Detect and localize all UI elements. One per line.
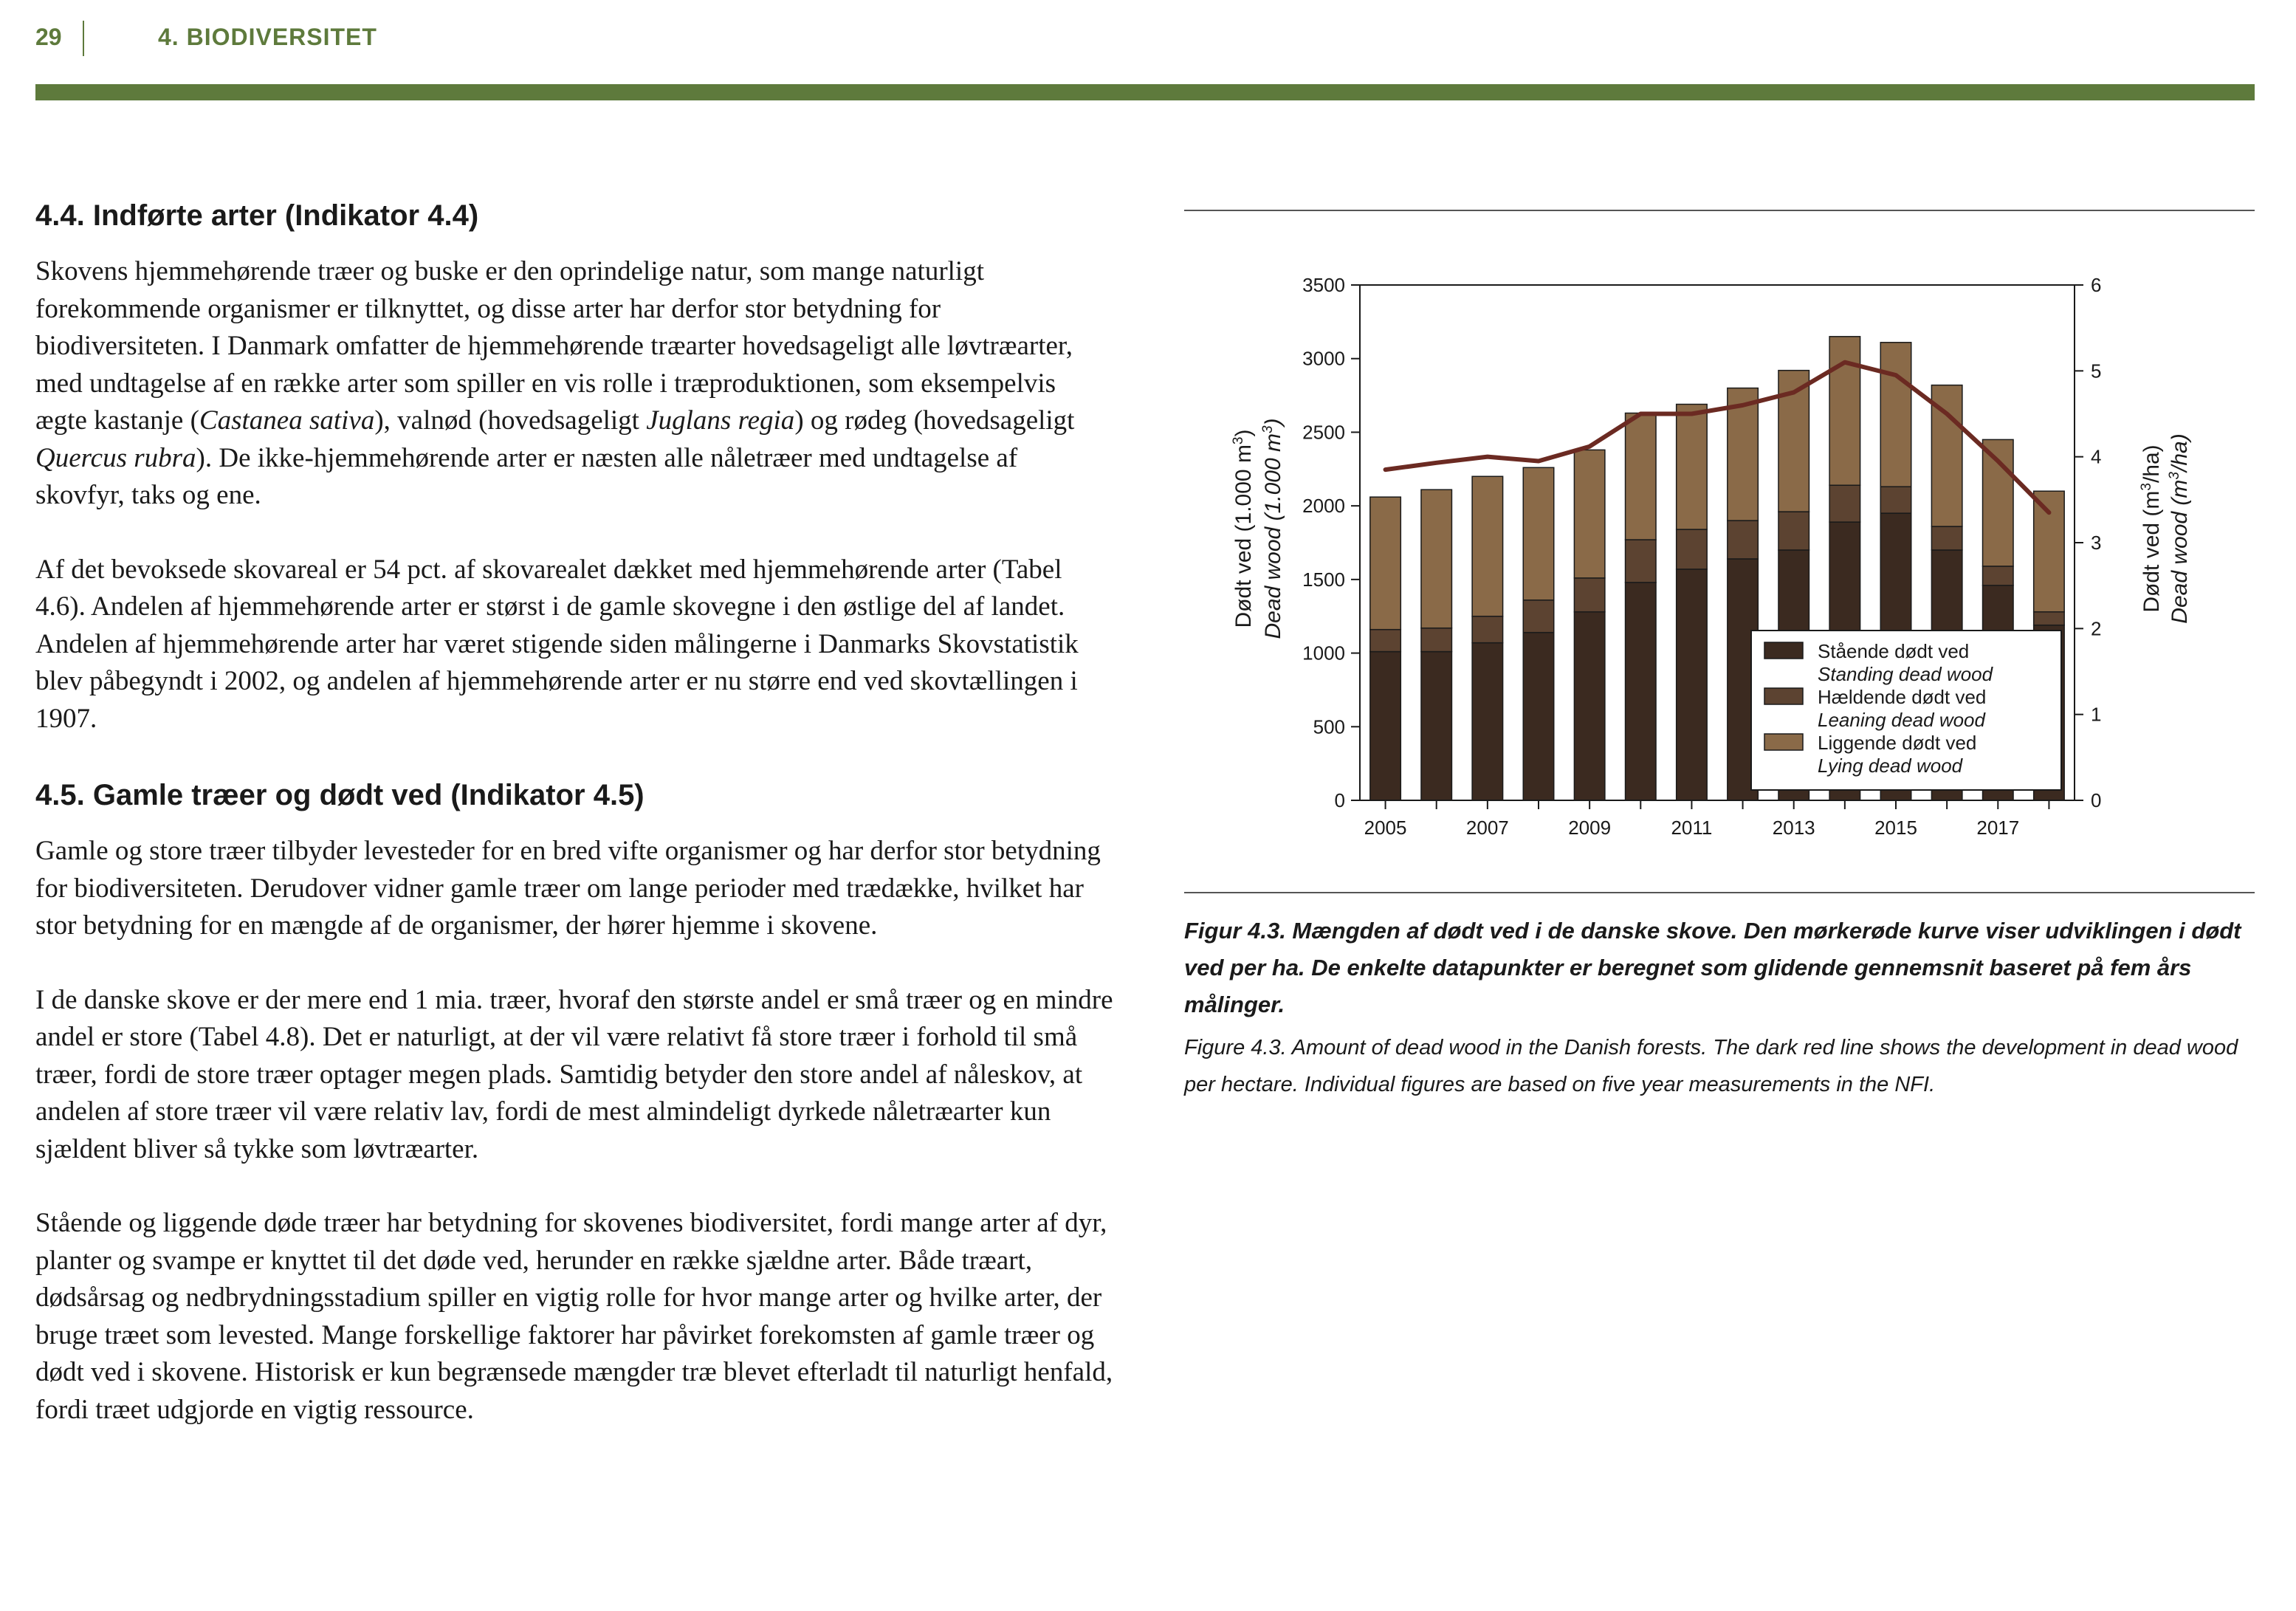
bar-2017-series-1 (1983, 566, 2013, 585)
paragraph-tree-count: I de danske skove er der mere end 1 mia. træer, hvoraf den største andel er små træer og en mindre andel er store (Tabel 4.8). Det er naturligt, at der vil være relativt få store træer i forhold til små træer, fordi de store træer optager megen plads. Samtidig betyder den store andel af nåleskov, at andelen af store træer vil være relativ lav, fordi de mest almindeligt dyrkede nåletræarter kun sjældent bliver så tykke som løvtræarter. (35, 984, 1113, 1164)
y-axis-label-right (2139, 433, 2192, 623)
figure-top-rule (1184, 210, 2255, 211)
legend-swatch-2 (1764, 734, 1803, 750)
x-tick-label-2007: 2007 (1465, 817, 1509, 839)
y-tick-label-1000: 1000 (1302, 642, 1345, 664)
bar-2011-series-2 (1677, 405, 1707, 530)
legend-label-en-1: Leaning dead wood (1818, 709, 1985, 731)
bar-2008-series-2 (1523, 467, 1553, 600)
bar-2010-series-0 (1626, 583, 1656, 800)
y2-tick-label-6: 6 (2091, 274, 2102, 296)
y-tick-label-1500: 1500 (1302, 568, 1345, 591)
legend-swatch-0 (1764, 642, 1803, 659)
x-tick-label-2015: 2015 (1874, 817, 1917, 839)
y-axis-label-left (1231, 418, 1285, 639)
x-tick-label-2009: 2009 (1568, 817, 1612, 839)
y-tick-label-500: 500 (1313, 715, 1345, 738)
chapter-title: 4. BIODIVERSITET (158, 24, 377, 50)
x-tick-label-2013: 2013 (1772, 817, 1815, 839)
bar-2008-series-0 (1523, 633, 1553, 800)
legend-label-2: Liggende dødt ved (1818, 732, 1977, 754)
figure-caption-english: Figure 4.3. Amount of dead wood in the Danish forests. The dark red line shows the development in dead wood per hectare. Individual figures are based on five year measurements in the NFI. (1184, 1036, 2238, 1096)
svg-text:Dead wood (1.000 m3): Dead wood (1.000 $m^3$) (1260, 418, 1285, 639)
bar-2007-series-2 (1472, 476, 1502, 616)
legend-label-en-0: Standing dead wood (1818, 663, 1993, 685)
y2-tick-label-5: 5 (2091, 360, 2102, 382)
bar-2015-series-2 (1880, 343, 1911, 487)
chart-legend (1751, 631, 2061, 790)
y2-tick-label-1: 1 (2091, 703, 2102, 726)
bar-2014-series-2 (1829, 337, 1860, 485)
bar-2006-series-0 (1421, 652, 1451, 800)
y-tick-label-2500: 2500 (1302, 421, 1345, 444)
bar-2007-series-1 (1472, 616, 1502, 643)
bar-2006-series-1 (1421, 628, 1451, 652)
bar-2018-series-1 (2034, 612, 2064, 625)
x-tick-label-2017: 2017 (1976, 817, 2020, 839)
x-tick-label-2005: 2005 (1364, 817, 1407, 839)
y-tick-label-2000: 2000 (1302, 495, 1345, 518)
bar-2009-series-2 (1574, 450, 1604, 578)
bar-2012-series-1 (1728, 521, 1758, 559)
bar-2006-series-2 (1421, 490, 1451, 628)
bar-2011-series-0 (1677, 569, 1707, 800)
bar-2009-series-1 (1574, 578, 1604, 612)
section-heading-4-4: 4.4. Indførte arter (Indikator 4.4) (35, 199, 479, 232)
y2-tick-label-0: 0 (2091, 789, 2102, 811)
figure-caption-danish: Figur 4.3. Mængden af dødt ved i de danske skove. Den mørkerøde kurve viser udviklingen i dødt ved per ha. De enkelte datapunkter er beregnet som glidende gennemsnit baseret på fem års målinger. (1184, 918, 2241, 1017)
header-separator (83, 21, 84, 56)
bar-2015-series-1 (1880, 487, 1911, 513)
paragraph-dead-trees: Stående og liggende døde træer har betydning for skovenes biodiversitet, fordi mange arter af dyr, planter og svampe er knyttet til det døde ved, herunder en række sjældne arter. Både træart, dødsårsag og nedbrydningsstadium spiller en vigtig rolle for hvor mange arter og hvilke arter, der bruge træet som levested. Mange forskellige faktorer har påvirket forekomsten af gamle træer og dødt ved i skovene. Historisk er kun begrænsede mængder træ blevet efterladt til naturligt henfald, fordi træet udgjorde en vigtig ressource. (35, 1208, 1113, 1425)
y-tick-label-3000: 3000 (1302, 347, 1345, 370)
bar-2010-series-2 (1626, 413, 1656, 540)
svg-text:Dead wood (m3/ha): Dead wood $(m^3/ha)$ (2167, 433, 2192, 624)
bar-2009-series-0 (1574, 612, 1604, 800)
bar-2005-series-2 (1370, 497, 1400, 629)
legend-label-0: Stående dødt ved (1818, 640, 1970, 662)
bar-2013-series-1 (1778, 512, 1809, 550)
dead-wood-chart (1218, 266, 2215, 856)
legend-label-1: Hældende dødt ved (1818, 686, 1987, 708)
bar-2008-series-1 (1523, 600, 1553, 633)
y-tick-label-0: 0 (1334, 789, 1345, 811)
section-heading-4-5: 4.5. Gamle træer og dødt ved (Indikator 4.5) (35, 779, 645, 811)
y2-tick-label-4: 4 (2091, 445, 2102, 468)
bar-2016-series-1 (1931, 526, 1962, 550)
bar-2011-series-1 (1677, 529, 1707, 569)
legend-label-en-2: Lying dead wood (1818, 755, 1963, 777)
svg-text:Dødt ved (m3/ha): Dødt ved $(m^3/ha)$ (2139, 444, 2164, 613)
text-column (35, 199, 1113, 1429)
bar-2005-series-0 (1370, 652, 1400, 800)
y2-tick-label-3: 3 (2091, 532, 2102, 554)
paragraph-old-trees: Gamle og store træer tilbyder levesteder for en bred vifte organismer og har derfor stor betydning for biodiversiteten. Derudover vidner gamle træer om lange perioder med trædække, hvilket har stor betydning for en mængde af de organismer, der hører hjemme i skovene. (35, 836, 1101, 941)
svg-text:Dødt ved (1.000 m3): Dødt ved (1.000 $m^3$) (1231, 429, 1256, 628)
bar-2007-series-0 (1472, 643, 1502, 800)
bar-2005-series-1 (1370, 630, 1400, 652)
paragraph-introduced-species: Skovens hjemmehørende træer og buske er den oprindelige natur, som mange naturligt forekommende organismer er tilknyttet, og disse arter har derfor stor betydning for biodiversiteten. I Danmark omfatter de hjemmehørende træarter hovedsageligt alle løvtræarter, med undtagelse af en række arter som spiller en vis rolle i træproduktionen, som eksempelvis ægte kastanje (Castanea sativa), valnød (hovedsageligt Juglans regia) og rødeg (hovedsageligt Quercus rubra). De ikke-hjemmehørende arter er næsten alle nåletræer med undtagelse af skovfyr, taks og ene. (35, 256, 1075, 510)
bar-2010-series-1 (1626, 540, 1656, 583)
y-tick-label-3500: 3500 (1302, 274, 1345, 296)
paragraph-native-share: Af det bevoksede skovareal er 54 pct. af skovarealet dækket med hjemmehørende arter (Tabel 4.6). Andelen af hjemmehørende arter er størst i de gamle skovegne i den østlige del af landet. Andelen af hjemmehørende arter har været stigende siden målingerne i Danmarks Skovstatistik blev påbegyndt i 2002, og andelen af hjemmehørende arter er nu større end ved skovtællingen i 1907. (35, 554, 1079, 734)
x-tick-label-2011: 2011 (1671, 817, 1713, 839)
y2-tick-label-2: 2 (2091, 617, 2102, 640)
bar-2014-series-1 (1829, 485, 1860, 522)
page-number: 29 (35, 24, 62, 50)
figure-bottom-rule (1184, 892, 2255, 893)
legend-swatch-1 (1764, 688, 1803, 704)
header-bar (35, 84, 2255, 100)
bar-2018-series-2 (2034, 491, 2064, 612)
